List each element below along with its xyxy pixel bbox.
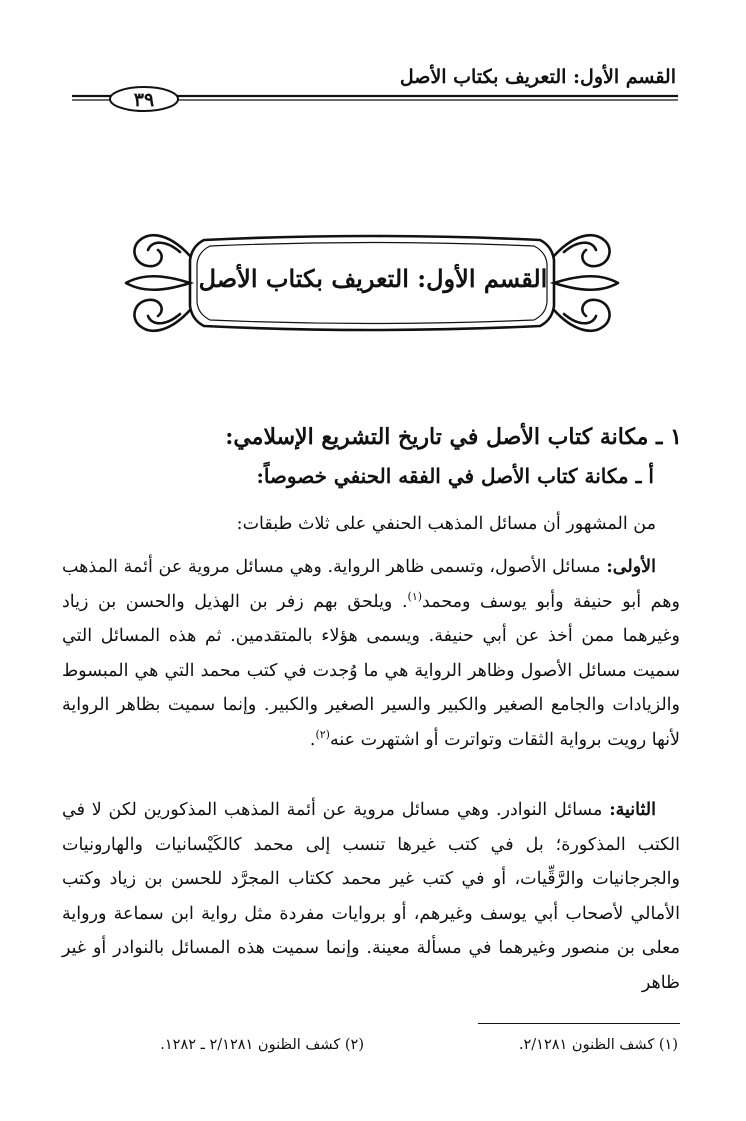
paragraph-first-tier [62,550,680,757]
paragraph-text: . ويلحق بهم زفر بن الهذيل والحسن بن زياد وغيرهما ممن أخذ عن أبي حنيفة. ويسمى هؤلاء بالمتقدمين. ثم هذه المسائل التي سميت مسائل الأصول وظاهر الرواية هي ما وُجدت في كتب محمد التي هي المبسوط والزيادات والجامع الصغير والكبير والسير الصغير والكبير. وإنما سميت بظاهر الرواية لأنها رويت برواية الثقات وتواترت أو اشتهرت عنه [62,591,680,750]
paragraph-text: مسائل الأصول، وتسمى ظاهر الرواية. وهي مسائل مروية عن أئمة المذهب وهم أبو حنيفة وأبو يوسف ومحمد [62,557,680,612]
footnote-ref-1: (١) [407,589,423,603]
footnote-rule [478,1023,680,1024]
intro-paragraph: من المشهور أن مسائل المذهب الحنفي على ثلاث طبقات: [236,514,656,534]
paragraph-lead: الثانية: [609,800,656,820]
footnote-1: (١) كشف الظنون ٢/١٢٨١. [518,1037,678,1053]
page-number: ٣٩ [133,89,155,111]
section-title: القسم الأول: التعريف بكتاب الأصل [198,264,548,293]
footnote-ref-2: (٢) [315,727,330,741]
paragraph-text: . [309,729,316,750]
subsection-heading: أ ـ مكانة كتاب الأصل في الفقه الحنفي خصوصاً: [256,464,654,488]
paragraph-text: مسائل النوادر. وهي مسائل مروية عن أئمة المذهب المذكورين لكن لا في الكتب المذكورة؛ بل في كتب غيرها تنسب إلى محمد كالكَيْسانيات والهارونيات والجرجانيات والرَّقِّيات، أو في كتب غير محمد ككتاب المجرَّد للحسن بن زياد وكتب الأمالي لأصحاب أبي يوسف وغيرهم، أو بروايات مفردة مثل رواية ابن سماعة ورواية معلى بن منصور وغيرهما في مسألة معينة. وإنما سميت هذه المسائل بالنوادر أو غير ظاهر [62,800,680,993]
paragraph-second-tier [62,793,680,1000]
chapter-heading: ١ ـ مكانة كتاب الأصل في تاريخ التشريع الإسلامي: [225,424,682,450]
paragraph-lead: الأولى: [606,557,656,577]
running-title: القسم الأول: التعريف بكتاب الأصل [399,66,676,88]
footnote-2: (٢) كشف الظنون ٢/١٢٨١ ـ ١٢٨٢. [160,1037,364,1053]
